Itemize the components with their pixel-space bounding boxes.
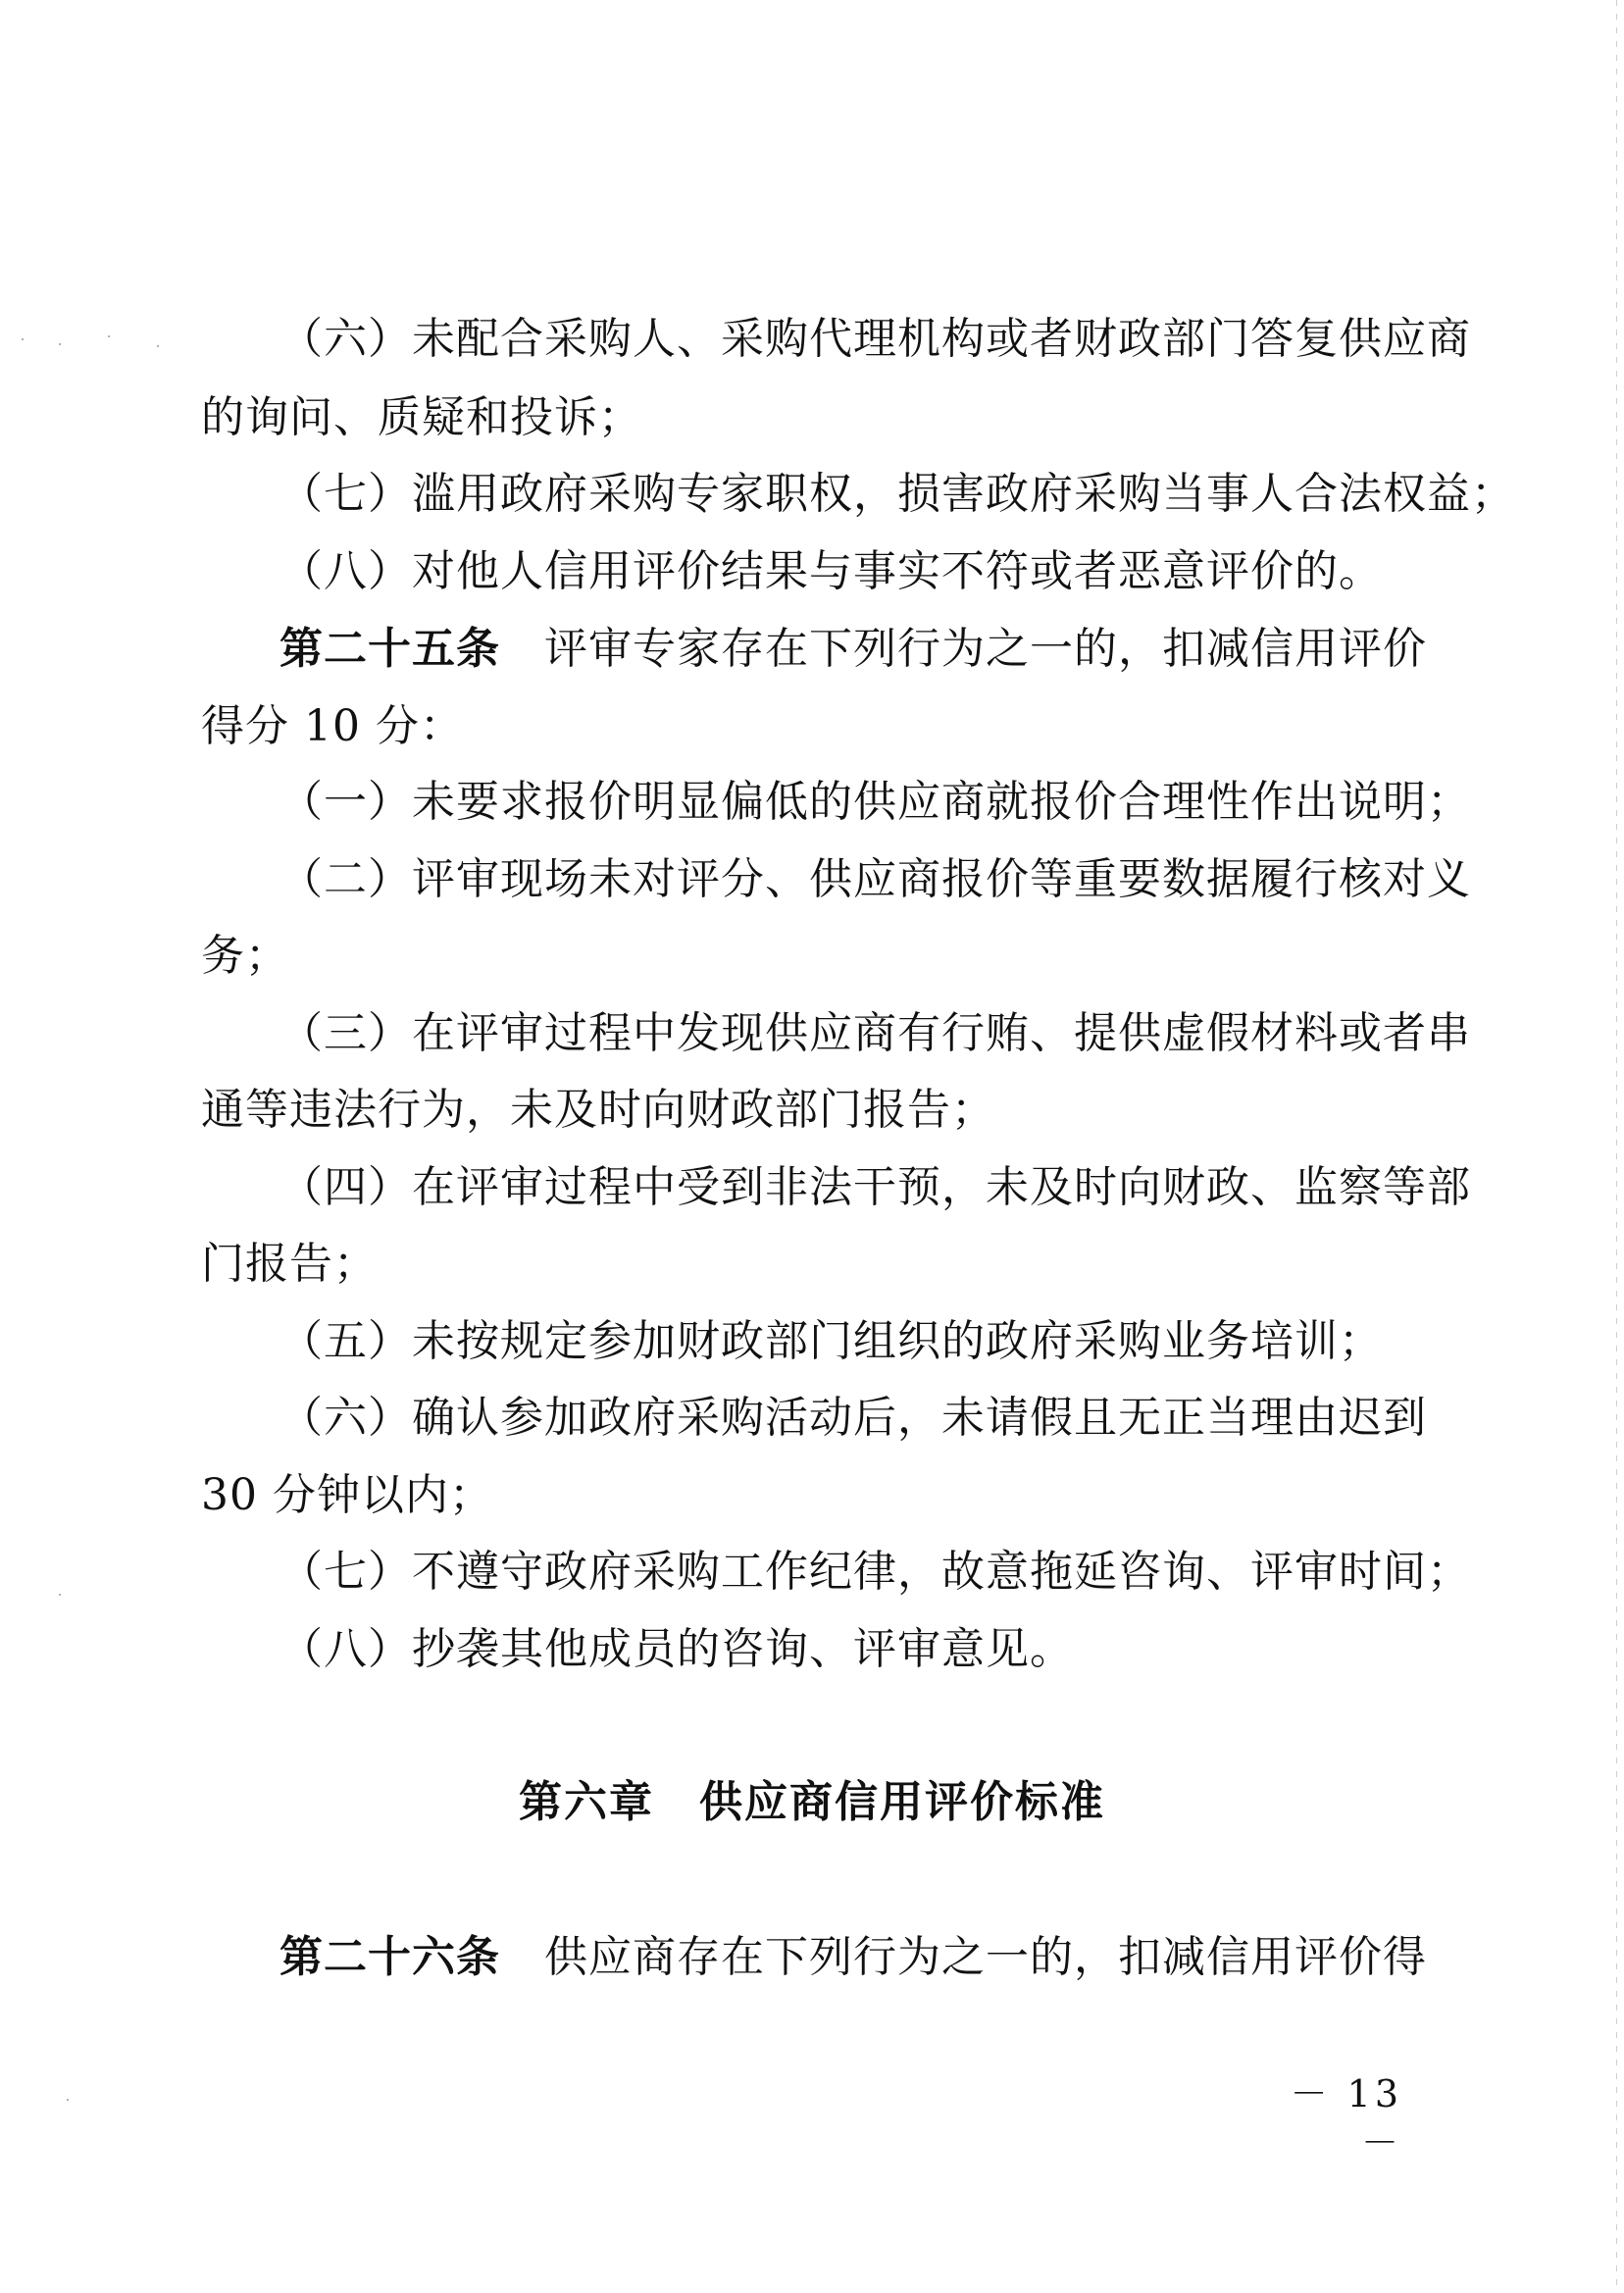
text-line-13: 门报告； <box>201 1239 378 1289</box>
text-line-9: 务； <box>201 931 289 981</box>
text-line-8: （二）评审现场未对评分、供应商报价等重要数据履行核对义 <box>279 854 1471 904</box>
scan-speck <box>22 338 24 340</box>
scan-speck <box>67 2099 69 2101</box>
scan-speck <box>108 335 110 337</box>
article-25-line-1 <box>279 622 1427 677</box>
article-26-heading: 第二十六条 <box>279 1932 500 1982</box>
text-line-16: 30 分钟以内； <box>201 1470 493 1520</box>
text-line-2: 的询问、质疑和投诉； <box>201 392 642 442</box>
page-number: － 13 － <box>1290 2072 1402 2165</box>
article-25-text: 评审专家存在下列行为之一的，扣减信用评价 <box>500 624 1427 674</box>
scan-edge-marks <box>1616 0 1617 2293</box>
text-line-12: （四）在评审过程中受到非法干预，未及时向财政、监察等部 <box>279 1162 1471 1212</box>
article-25-heading: 第二十五条 <box>279 624 500 674</box>
text-line-17: （七）不遵守政府采购工作纪律，故意拖延咨询、评审时间； <box>279 1547 1471 1597</box>
text-line-7: （一）未要求报价明显偏低的供应商就报价合理性作出说明； <box>279 777 1471 827</box>
text-line-18: （八）抄袭其他成员的咨询、评审意见。 <box>279 1624 1074 1674</box>
text-line-15: （六）确认参加政府采购活动后，未请假且无正当理由迟到 <box>279 1393 1427 1443</box>
text-line-4: （八）对他人信用评价结果与事实不符或者恶意评价的。 <box>279 546 1383 596</box>
text-line-1: （六）未配合采购人、采购代理机构或者财政部门答复供应商 <box>279 314 1471 364</box>
scan-speck <box>59 343 61 345</box>
article-26-line-1 <box>279 1930 1427 1985</box>
text-line-11: 通等违法行为，未及时向财政部门报告； <box>201 1085 995 1135</box>
article-26-text: 供应商存在下列行为之一的，扣减信用评价得 <box>500 1932 1427 1982</box>
text-line-10: （三）在评审过程中发现供应商有行贿、提供虚假材料或者串 <box>279 1008 1471 1058</box>
chapter-heading: 第六章 供应商信用评价标准 <box>519 1777 1105 1827</box>
scan-speck <box>59 1594 61 1596</box>
text-line-3: （七）滥用政府采购专家职权，损害政府采购当事人合法权益； <box>279 469 1515 519</box>
text-line-14: （五）未按规定参加财政部门组织的政府采购业务培训； <box>279 1316 1383 1366</box>
scan-speck <box>157 345 159 347</box>
text-line-6: 得分 10 分： <box>201 701 464 751</box>
